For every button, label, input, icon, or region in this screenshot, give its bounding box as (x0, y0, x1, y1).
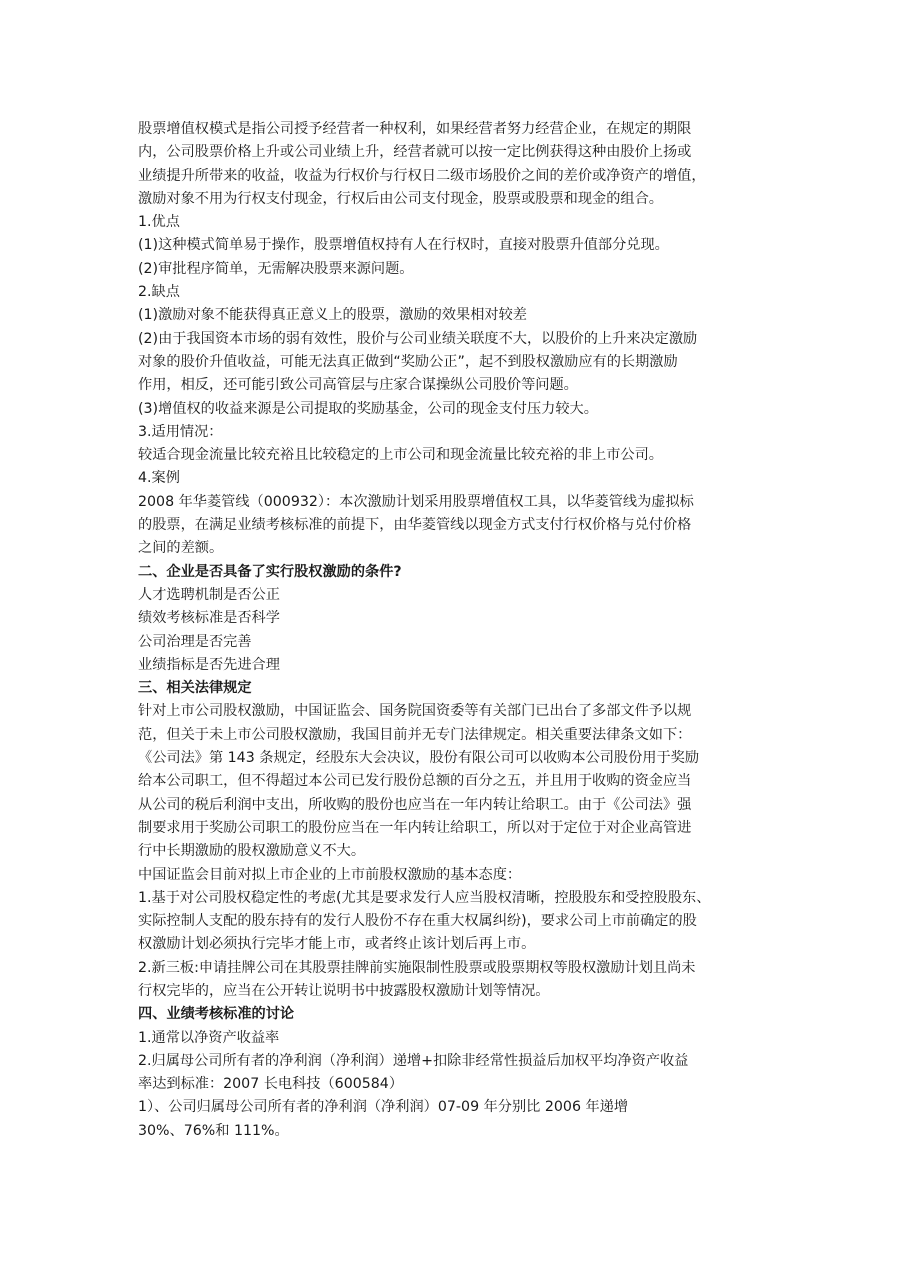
text-line: 激励对象不用为行权支付现金，行权后由公司支付现金，股票或股票和现金的组合。 (138, 190, 663, 207)
text-line: 1.优点 (138, 214, 180, 231)
text-line: 3.适用情况： (138, 423, 223, 440)
text-line: 对象的股价升值收益，可能无法真正做到“奖励公正”，起不到股权激励应有的长期激励 (138, 353, 678, 370)
text-line: 权激励计划必须执行完毕才能上市，或者终止该计划后再上市。 (138, 936, 536, 953)
text-line: 2008 年华菱管线（000932）：本次激励计划采用股票增值权工具，以华菱管线为虚拟标 (138, 493, 694, 510)
text-line: 业绩指标是否先进合理 (138, 656, 280, 673)
text-line: 的股票，在满足业绩考核标准的前提下，由华菱管线以现金方式支付行权价格与兑付价格 (138, 517, 692, 534)
text-line: 2.归属母公司所有者的净利润（净利润）递增+扣除非经常性损益后加权平均净资产收益 (138, 1052, 689, 1069)
text-line: 率达到标准：2007 长电科技（600584） (138, 1076, 404, 1093)
text-line: 较适合现金流量比较充裕且比较稳定的上市公司和现金流量比较充裕的非上市公司。 (138, 447, 663, 464)
text-line: 30%、76%和 111%。 (138, 1122, 289, 1139)
section-heading: 二、企业是否具备了实行股权激励的条件? (138, 563, 402, 580)
text-line: (3)增值权的收益来源是公司提取的奖励基金，公司的现金支付压力较大。 (138, 400, 598, 417)
text-line: 4.案例 (138, 470, 180, 487)
document-body (138, 118, 778, 1143)
section-heading: 三、相关法律规定 (138, 680, 252, 697)
text-line: 《公司法》第 143 条规定，经股东大会决议，股份有限公司可以收购本公司股份用于奖励 (138, 750, 700, 767)
text-line: 1.基于对公司股权稳定性的考虑(尤其是要求发行人应当股权清晰，控股股东和受控股股东、 (138, 889, 711, 906)
text-line: 针对上市公司股权激励，中国证监会、国务院国资委等有关部门已出台了多部文件予以规 (138, 703, 692, 720)
text-line: (1)激励对象不能获得真正意义上的股票，激励的效果相对较差 (138, 307, 527, 324)
text-line: 行权完毕的，应当在公开转让说明书中披露股权激励计划等情况。 (138, 982, 550, 999)
text-line: (2)审批程序简单，无需解决股票来源问题。 (138, 260, 414, 277)
text-line: 股票增值权模式是指公司授予经营者一种权利，如果经营者努力经营企业，在规定的期限 (138, 121, 692, 137)
text-line: (2)由于我国资本市场的弱有效性，股价与公司业绩关联度不大，以股价的上升来决定激励 (138, 330, 698, 347)
text-line: 中国证监会目前对拟上市企业的上市前股权激励的基本态度： (138, 866, 522, 883)
text-line: (1)这种模式简单易于操作，股票增值权持有人在行权时，直接对股票升值部分兑现。 (138, 237, 669, 254)
text-line: 作用，相反，还可能引致公司高管层与庄家合谋操纵公司股价等问题。 (138, 377, 578, 394)
text-line: 之间的差额。 (138, 540, 224, 557)
text-line: 行中长期激励的股权激励意义不大。 (138, 843, 366, 860)
text-line: 内，公司股票价格上升或公司业绩上升，经营者就可以按一定比例获得这种由股价上扬或 (138, 144, 692, 161)
text-line: 绩效考核标准是否科学 (138, 610, 280, 627)
text-line: 公司治理是否完善 (138, 633, 252, 650)
text-line: 2.缺点 (138, 284, 180, 301)
text-line: 1.通常以净资产收益率 (138, 1029, 280, 1046)
text-line: 制要求用于奖励公司职工的股份应当在一年内转让给职工，所以对于定位于对企业高管进 (138, 819, 692, 836)
text-line: 1）、公司归属母公司所有者的净利润（净利润）07-09 年分别比 2006 年递增 (138, 1099, 629, 1116)
text-line: 2.新三板:申请挂牌公司在其股票挂牌前实施限制性股票或股票期权等股权激励计划且尚未 (138, 959, 696, 976)
section-heading: 四、业绩考核标准的讨论 (138, 1006, 295, 1023)
text-line: 实际控制人支配的股东持有的发行人股份不存在重大权属纠纷)，要求公司上市前确定的股 (138, 913, 697, 930)
text-line: 范，但关于未上市公司股权激励，我国目前并无专门法律规定。相关重要法律条文如下： (138, 726, 692, 743)
text-line: 给本公司职工，但不得超过本公司已发行股份总额的百分之五，并且用于收购的资金应当 (138, 773, 692, 790)
text-line: 业绩提升所带来的收益，收益为行权价与行权日二级市场股价之间的差价或净资产的增值， (138, 167, 706, 184)
text-line: 人才选聘机制是否公正 (138, 586, 280, 603)
text-line: 从公司的税后利润中支出，所收购的股份也应当在一年内转让给职工。由于《公司法》强 (138, 796, 692, 813)
